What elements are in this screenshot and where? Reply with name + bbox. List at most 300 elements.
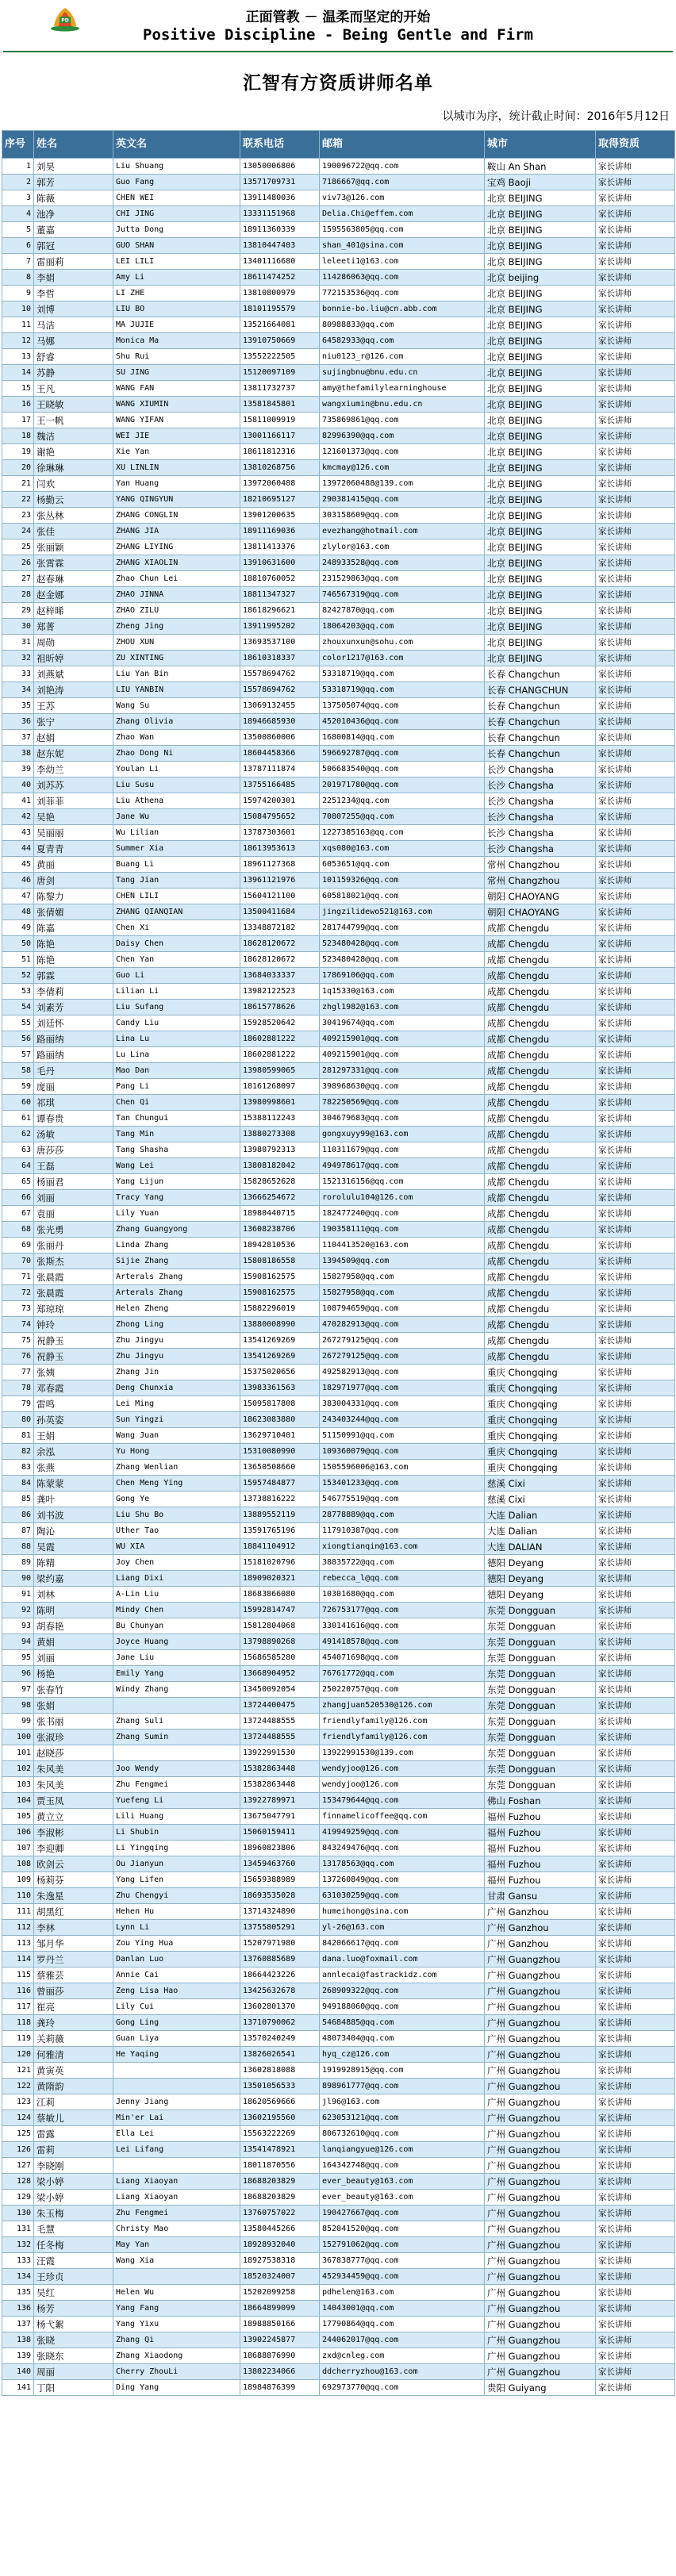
col-phone-cell: 15207971980 <box>240 1936 320 1952</box>
table-row <box>2 1603 675 1618</box>
col-city-cell: 成都 Chengdu <box>485 1142 596 1158</box>
col-email-cell: 16800814@qq.com <box>320 730 485 746</box>
table-row <box>2 175 675 190</box>
col-qualification-cell: 家长讲师 <box>596 1968 675 1983</box>
col-city-header: 城市 <box>485 131 596 159</box>
col-qualification-cell: 家长讲师 <box>596 159 675 175</box>
col-email-cell: annlecai@fastrackidz.com <box>320 1968 485 1983</box>
col-name-cell: 郑琼琼 <box>34 1301 113 1317</box>
col-name-cell: 梁小婷 <box>34 2174 113 2190</box>
col-email-cell: wendyjoo@126.com <box>320 1761 485 1777</box>
table-row <box>2 2285 675 2301</box>
col-city-cell: 广州 Guangzhou <box>485 2237 596 2253</box>
col-phone-cell: 18664423226 <box>240 1968 320 1983</box>
col-phone-cell: 15659388989 <box>240 1872 320 1888</box>
col-city-cell: 广州 Guangzhou <box>485 2094 596 2110</box>
col-city-cell: 北京 BEIJING <box>485 603 596 619</box>
table-row <box>2 1650 675 1666</box>
col-qualification-cell: 家长讲师 <box>596 460 675 476</box>
col-phone-cell: 18810760052 <box>240 571 320 587</box>
col-email-cell: 735869861@qq.com <box>320 413 485 428</box>
table-row <box>2 555 675 571</box>
col-english-name-cell: Liang Xiaoyan <box>113 2174 240 2190</box>
col-qualification-cell: 家长讲师 <box>596 555 675 571</box>
col-phone-cell: 13602195560 <box>240 2110 320 2126</box>
col-city-cell: 东莞 Dongguan <box>485 1666 596 1682</box>
col-english-name-cell: Jutta Dong <box>113 222 240 238</box>
table-row <box>2 2301 675 2317</box>
col-english-name-cell: Yang Lijun <box>113 1174 240 1190</box>
col-email-cell: zhgl1982@163.com <box>320 1000 485 1015</box>
col-index-cell: 134 <box>2 2269 34 2285</box>
col-phone-cell: 13910631600 <box>240 555 320 571</box>
col-email-cell: kmcmay@126.com <box>320 460 485 476</box>
header <box>0 0 676 63</box>
col-phone-cell: 18520324007 <box>240 2269 320 2285</box>
table-row <box>2 460 675 476</box>
col-name-cell: 孙英姿 <box>34 1412 113 1428</box>
col-email-cell: 281297331@qq.com <box>320 1063 485 1079</box>
col-index-cell: 7 <box>2 254 34 270</box>
col-phone-cell: 15382863448 <box>240 1761 320 1777</box>
col-phone-cell: 15812804068 <box>240 1618 320 1634</box>
col-index-cell: 101 <box>2 1745 34 1761</box>
col-email-cell: 13972060488@139.com <box>320 476 485 492</box>
col-english-name-cell: ZHAO JINNA <box>113 587 240 603</box>
col-qualification-cell: 家长讲师 <box>596 2094 675 2110</box>
col-phone-cell: 13826026541 <box>240 2047 320 2063</box>
col-phone-header: 联系电话 <box>240 131 320 159</box>
col-email-cell: 492582913@qq.com <box>320 1365 485 1380</box>
col-english-name-cell: Sun Yingzi <box>113 1412 240 1428</box>
col-email-cell: friendlyfamily@126.com <box>320 1714 485 1729</box>
col-english-name-cell: Yang Fang <box>113 2301 240 2317</box>
col-city-cell: 北京 BEIJING <box>485 635 596 651</box>
col-name-cell: 祝静玉 <box>34 1333 113 1349</box>
col-email-cell: 153479644@qq.com <box>320 1793 485 1809</box>
col-english-name-cell: Chen Meng Ying <box>113 1476 240 1491</box>
col-index-cell: 21 <box>2 476 34 492</box>
col-phone-cell: 18988850166 <box>240 2317 320 2332</box>
table-row <box>2 1349 675 1365</box>
col-name-cell: 袁丽 <box>34 1206 113 1222</box>
col-phone-cell: 15060159411 <box>240 1825 320 1841</box>
col-index-cell: 61 <box>2 1111 34 1127</box>
table-row <box>2 1206 675 1222</box>
col-phone-cell: 18688876990 <box>240 2348 320 2364</box>
col-qualification-cell: 家长讲师 <box>596 1142 675 1158</box>
col-phone-cell: 15808186558 <box>240 1253 320 1269</box>
col-email-cell: yl-26@163.com <box>320 1920 485 1936</box>
col-qualification-cell: 家长讲师 <box>596 175 675 190</box>
col-english-name-cell: Annie Cai <box>113 1968 240 1983</box>
col-phone-cell: 13541269269 <box>240 1349 320 1365</box>
col-index-cell: 38 <box>2 746 34 762</box>
col-email-cell: 17790864@qq.com <box>320 2317 485 2332</box>
col-english-name-cell: ZU XINTING <box>113 651 240 666</box>
col-qualification-cell: 家长讲师 <box>596 825 675 841</box>
col-city-cell: 成都 Chengdu <box>485 1015 596 1031</box>
col-english-name-cell: Guo Fang <box>113 175 240 190</box>
table-row <box>2 492 675 508</box>
col-index-cell: 137 <box>2 2317 34 2332</box>
col-name-cell: 刘廷怀 <box>34 1015 113 1031</box>
col-qualification-cell: 家长讲师 <box>596 1190 675 1206</box>
col-name-cell: 张丛林 <box>34 508 113 524</box>
col-name-cell: 胡黑红 <box>34 1904 113 1920</box>
col-name-cell: 刘博 <box>34 301 113 317</box>
table-row <box>2 1523 675 1539</box>
col-phone-cell: 13069132455 <box>240 698 320 714</box>
col-phone-cell: 13810447403 <box>240 238 320 254</box>
col-phone-cell: 13714324890 <box>240 1904 320 1920</box>
col-city-cell: 广州 Guangzhou <box>485 2332 596 2348</box>
col-phone-cell: 13810268756 <box>240 460 320 476</box>
col-email-cell: 772153536@qq.com <box>320 286 485 301</box>
col-city-cell: 大连 Dalian <box>485 1523 596 1539</box>
col-city-cell: 大连 Dalian <box>485 1507 596 1523</box>
col-email-cell: 596692787@qq.com <box>320 746 485 762</box>
col-phone-cell: 13724400475 <box>240 1698 320 1714</box>
col-phone-cell: 15563222269 <box>240 2126 320 2142</box>
table-row <box>2 2190 675 2206</box>
col-name-cell: 杨艳 <box>34 1666 113 1682</box>
col-email-cell: 53318719@qq.com <box>320 682 485 698</box>
col-english-name-cell: Lily Yuan <box>113 1206 240 1222</box>
col-phone-cell: 15686585280 <box>240 1650 320 1666</box>
col-english-name-cell: Amy Li <box>113 270 240 286</box>
col-phone-cell: 13571709731 <box>240 175 320 190</box>
col-name-cell: 郑菁 <box>34 619 113 635</box>
col-index-cell: 83 <box>2 1460 34 1476</box>
col-city-cell: 广州 Guangzhou <box>485 2174 596 2190</box>
col-email-cell: 80988833@qq.com <box>320 317 485 333</box>
col-phone-cell: 15908162575 <box>240 1269 320 1285</box>
col-name-cell: 夏青青 <box>34 841 113 857</box>
col-name-cell: 刘丽 <box>34 1190 113 1206</box>
table-row <box>2 190 675 206</box>
col-english-name-cell: Arterals Zhang <box>113 1269 240 1285</box>
col-phone-cell: 15202099258 <box>240 2285 320 2301</box>
col-phone-cell: 18927538318 <box>240 2253 320 2269</box>
col-name-cell: 唐莎莎 <box>34 1142 113 1158</box>
table-row <box>2 2063 675 2079</box>
col-qualification-cell: 家长讲师 <box>596 1729 675 1745</box>
col-name-cell: 张娟 <box>34 1698 113 1714</box>
col-index-cell: 118 <box>2 2015 34 2031</box>
col-index-cell: 87 <box>2 1523 34 1539</box>
col-english-name-cell: Liu Susu <box>113 777 240 793</box>
col-phone-cell: 13500411684 <box>240 904 320 920</box>
col-name-cell: 刘书波 <box>34 1507 113 1523</box>
col-index-cell: 95 <box>2 1650 34 1666</box>
table-row <box>2 1745 675 1761</box>
table-row <box>2 1285 675 1301</box>
col-name-cell: 陈蒙蒙 <box>34 1476 113 1491</box>
col-name-cell: 王苏 <box>34 698 113 714</box>
col-city-cell: 北京 beijing <box>485 270 596 286</box>
col-name-cell: 刘林 <box>34 1587 113 1603</box>
col-phone-cell: 13961121976 <box>240 873 320 889</box>
col-email-cell: sujingbnu@bnu.edu.cn <box>320 365 485 381</box>
table-row <box>2 254 675 270</box>
col-name-cell: 江莉 <box>34 2094 113 2110</box>
col-email-cell: evezhang@hotmail.com <box>320 524 485 539</box>
col-city-cell: 成都 Chengdu <box>485 1333 596 1349</box>
col-index-cell: 114 <box>2 1952 34 1968</box>
col-name-cell: 祁琪 <box>34 1095 113 1111</box>
col-english-name-cell: Li Yingqing <box>113 1841 240 1856</box>
col-email-cell: 746567319@qq.com <box>320 587 485 603</box>
col-english-name-cell: He Yaqing <box>113 2047 240 2063</box>
col-name-cell: 龚玲 <box>34 2015 113 2031</box>
col-name-cell: 吴丽丽 <box>34 825 113 841</box>
col-qualification-cell: 家长讲师 <box>596 714 675 730</box>
col-email-cell: ever_beauty@163.com <box>320 2190 485 2206</box>
col-city-cell: 北京 BEIJING <box>485 651 596 666</box>
col-qualification-cell: 家长讲师 <box>596 2221 675 2237</box>
col-phone-cell: 18615778626 <box>240 1000 320 1015</box>
table-row <box>2 1761 675 1777</box>
col-qualification-cell: 家长讲师 <box>596 984 675 1000</box>
col-qualification-cell: 家长讲师 <box>596 539 675 555</box>
col-english-name-cell: Zhang Xiaodong <box>113 2348 240 2364</box>
col-phone-cell: 13629710401 <box>240 1428 320 1444</box>
col-city-cell: 重庆 Chongqing <box>485 1460 596 1476</box>
col-city-cell: 成都 Chengdu <box>485 1301 596 1317</box>
col-index-cell: 53 <box>2 984 34 1000</box>
col-name-cell: 梁约嘉 <box>34 1571 113 1587</box>
col-index-cell: 85 <box>2 1491 34 1507</box>
col-city-cell: 北京 BEIJING <box>485 587 596 603</box>
col-index-cell: 60 <box>2 1095 34 1111</box>
col-index-cell: 47 <box>2 889 34 904</box>
col-english-name-cell: Yuefeng Li <box>113 1793 240 1809</box>
col-qualification-cell: 家长讲师 <box>596 968 675 984</box>
col-phone-cell: 13802234066 <box>240 2364 320 2380</box>
col-qualification-cell: 家长讲师 <box>596 2126 675 2142</box>
col-name-cell: 王一帆 <box>34 413 113 428</box>
col-name-cell: 杨弋絮 <box>34 2317 113 2332</box>
col-index-cell: 72 <box>2 1285 34 1301</box>
col-name-cell: 邓春霞 <box>34 1380 113 1396</box>
col-index-cell: 126 <box>2 2142 34 2158</box>
col-qualification-cell: 家长讲师 <box>596 524 675 539</box>
col-index-cell: 140 <box>2 2364 34 2380</box>
col-english-name-cell: Ou Jianyun <box>113 1856 240 1872</box>
col-city-cell: 福州 Fuzhou <box>485 1841 596 1856</box>
col-city-cell: 常州 Changzhou <box>485 857 596 873</box>
col-email-cell: 243403244@qq.com <box>320 1412 485 1428</box>
col-email-cell: 1q15330@163.com <box>320 984 485 1000</box>
col-phone-cell: 18101195579 <box>240 301 320 317</box>
col-index-cell: 92 <box>2 1603 34 1618</box>
table-row <box>2 1111 675 1127</box>
table-row <box>2 301 675 317</box>
col-phone-cell: 13980792313 <box>240 1142 320 1158</box>
col-email-cell: 898961777@qq.com <box>320 2079 485 2094</box>
col-name-cell: 王磊 <box>34 1158 113 1174</box>
col-name-cell: 罗丹兰 <box>34 1952 113 1968</box>
col-index-cell: 63 <box>2 1142 34 1158</box>
col-english-name-cell: Lily Cui <box>113 1999 240 2015</box>
col-phone-cell: 18623083880 <box>240 1412 320 1428</box>
col-city-cell: 成都 Chengdu <box>485 952 596 968</box>
col-qualification-cell: 家长讲师 <box>596 936 675 952</box>
col-city-cell: 成都 Chengdu <box>485 1095 596 1111</box>
col-name-cell: 张春竹 <box>34 1682 113 1698</box>
table-row <box>2 1047 675 1063</box>
col-name-cell: 蔡雅芸 <box>34 1968 113 1983</box>
col-city-cell: 东莞 Dongguan <box>485 1682 596 1698</box>
table-row <box>2 1015 675 1031</box>
col-phone-cell: 15382863448 <box>240 1777 320 1793</box>
col-index-cell: 12 <box>2 333 34 349</box>
col-qualification-cell: 家长讲师 <box>596 1476 675 1491</box>
col-english-name-cell: Gong Ye <box>113 1491 240 1507</box>
table-row <box>2 1983 675 1999</box>
table-row <box>2 1809 675 1825</box>
col-name-cell: 郭冠 <box>34 238 113 254</box>
col-city-cell: 成都 Chengdu <box>485 1158 596 1174</box>
instructor-table <box>2 130 675 2396</box>
col-index-cell: 120 <box>2 2047 34 2063</box>
col-english-name-cell: Jenny Jiang <box>113 2094 240 2110</box>
col-email-cell: 53318719@qq.com <box>320 666 485 682</box>
col-name-cell: 李淑彬 <box>34 1825 113 1841</box>
table-row <box>2 524 675 539</box>
table-row <box>2 1000 675 1015</box>
col-qualification-cell: 家长讲师 <box>596 508 675 524</box>
col-city-cell: 北京 BEIJING <box>485 206 596 222</box>
col-phone-cell: 18928932040 <box>240 2237 320 2253</box>
col-english-name-cell <box>113 1698 240 1714</box>
col-city-cell: 北京 BEIJING <box>485 301 596 317</box>
col-city-cell: 福州 Fuzhou <box>485 1872 596 1888</box>
col-name-cell: 李林 <box>34 1920 113 1936</box>
col-phone-cell: 13787303601 <box>240 825 320 841</box>
col-city-cell: 广州 Guangzhou <box>485 2348 596 2364</box>
col-name-cell: 张晓东 <box>34 2348 113 2364</box>
col-english-name-cell: Guan Liya <box>113 2031 240 2047</box>
col-phone-cell: 13650508660 <box>240 1460 320 1476</box>
table-row <box>2 2110 675 2126</box>
col-english-name-cell: Daisy Chen <box>113 936 240 952</box>
col-name-cell: 周丽 <box>34 2364 113 2380</box>
col-qualification-cell: 家长讲师 <box>596 920 675 936</box>
col-qualification-cell: 家长讲师 <box>596 2380 675 2396</box>
col-qualification-cell: 家长讲师 <box>596 1920 675 1936</box>
col-phone-cell: 15095817808 <box>240 1396 320 1412</box>
col-qualification-cell: 家长讲师 <box>596 1539 675 1555</box>
col-phone-cell: 13710790062 <box>240 2015 320 2031</box>
col-city-cell: 成都 Chengdu <box>485 1127 596 1142</box>
col-email-cell: gongxuyy99@163.com <box>320 1127 485 1142</box>
col-qualification-cell: 家长讲师 <box>596 1666 675 1682</box>
col-city-cell: 广州 Guangzhou <box>485 1952 596 1968</box>
col-english-name-cell: Hehen Hu <box>113 1904 240 1920</box>
col-index-cell: 19 <box>2 444 34 460</box>
col-name-cell: 雷露 <box>34 2126 113 2142</box>
col-email-cell: pdhelen@163.com <box>320 2285 485 2301</box>
col-city-cell: 长沙 Changsha <box>485 793 596 809</box>
col-qualification-cell: 家长讲师 <box>596 1063 675 1079</box>
col-qualification-cell: 家长讲师 <box>596 1317 675 1333</box>
table-row <box>2 587 675 603</box>
col-name-cell: 王珍贞 <box>34 2269 113 2285</box>
col-name-cell: 胡春艳 <box>34 1618 113 1634</box>
col-email-cell: 546775519@qq.com <box>320 1491 485 1507</box>
col-email-cell: 1394509@qq.com <box>320 1253 485 1269</box>
table-row <box>2 2079 675 2094</box>
col-email-cell: 10301680@qq.com <box>320 1587 485 1603</box>
col-qualification-cell: 家长讲师 <box>596 1412 675 1428</box>
col-english-name-cell: May Yan <box>113 2237 240 2253</box>
col-name-cell: 赵春琳 <box>34 571 113 587</box>
col-email-cell: 18064203@qq.com <box>320 619 485 635</box>
col-english-name-cell: Wang Xia <box>113 2253 240 2269</box>
col-phone-cell: 13684033337 <box>240 968 320 984</box>
col-index-cell: 77 <box>2 1365 34 1380</box>
col-qualification-cell: 家长讲师 <box>596 2031 675 2047</box>
col-index-cell: 86 <box>2 1507 34 1523</box>
col-email-cell: bonnie-bo.liu@cn.abb.com <box>320 301 485 317</box>
col-english-name-cell: Ella Lei <box>113 2126 240 2142</box>
col-name-cell: 闫欢 <box>34 476 113 492</box>
col-phone-cell: 18688203829 <box>240 2174 320 2190</box>
col-qualification-cell: 家长讲师 <box>596 1936 675 1952</box>
col-english-name-cell: Joy Chen <box>113 1555 240 1571</box>
col-phone-cell: 15992814747 <box>240 1603 320 1618</box>
col-english-name-cell: Zhang Wenlian <box>113 1460 240 1476</box>
col-qualification-cell: 家长讲师 <box>596 1047 675 1063</box>
col-email-cell: wangxiumin@bnu.edu.cn <box>320 397 485 413</box>
col-email-cell: finnamelicoffee@qq.com <box>320 1809 485 1825</box>
col-city-cell: 成都 Chengdu <box>485 968 596 984</box>
table-row <box>2 635 675 651</box>
table-row <box>2 1825 675 1841</box>
col-english-name-cell: Mindy Chen <box>113 1603 240 1618</box>
col-email-cell: color1217@163.com <box>320 651 485 666</box>
col-qualification-cell: 家长讲师 <box>596 1491 675 1507</box>
table-row <box>2 1952 675 1968</box>
table-row <box>2 397 675 413</box>
col-index-cell: 88 <box>2 1539 34 1555</box>
col-english-name-cell: Chen Xi <box>113 920 240 936</box>
col-email-cell: amy@thefamilylearninghouse <box>320 381 485 397</box>
col-city-cell: 长沙 Changsha <box>485 841 596 857</box>
col-city-cell: 广州 Guangzhou <box>485 2031 596 2047</box>
col-index-cell: 35 <box>2 698 34 714</box>
col-english-name-cell: ZHANG LIYING <box>113 539 240 555</box>
col-city-cell: 广州 Guangzhou <box>485 2063 596 2079</box>
col-city-cell: 北京 BEIJING <box>485 508 596 524</box>
col-qualification-cell: 家长讲师 <box>596 1555 675 1571</box>
col-qualification-cell: 家长讲师 <box>596 777 675 793</box>
col-email-cell: friendlyfamily@126.com <box>320 1729 485 1745</box>
col-qualification-cell: 家长讲师 <box>596 1111 675 1127</box>
col-index-cell: 141 <box>2 2380 34 2396</box>
col-name-cell: 赵晓莎 <box>34 1745 113 1761</box>
col-index-cell: 34 <box>2 682 34 698</box>
table-row <box>2 714 675 730</box>
table-row <box>2 698 675 714</box>
col-qualification-cell: 家长讲师 <box>596 2015 675 2031</box>
col-english-name-cell: Tang Jian <box>113 873 240 889</box>
col-index-cell: 108 <box>2 1856 34 1872</box>
col-qualification-cell: 家长讲师 <box>596 397 675 413</box>
col-english-name-cell: Yang Lifen <box>113 1872 240 1888</box>
